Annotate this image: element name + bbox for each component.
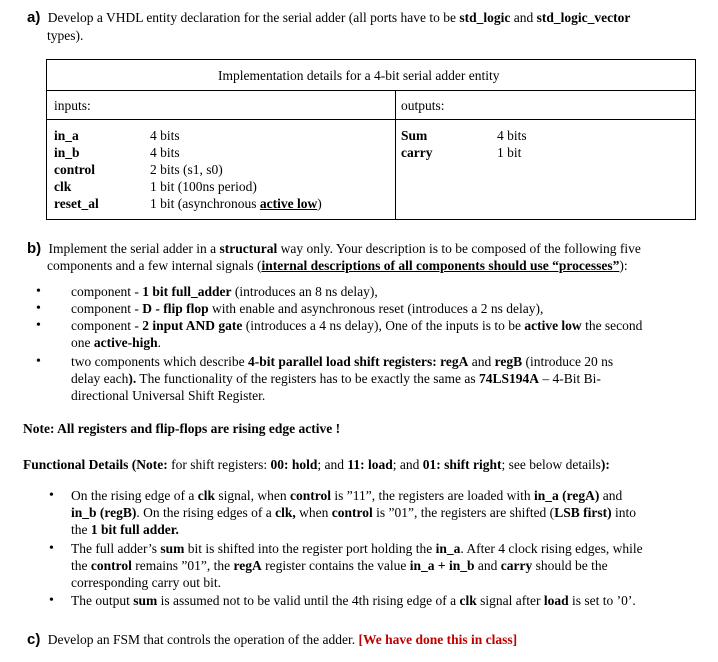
item-text: component - [71, 301, 143, 316]
functional-detail-line [71, 558, 608, 574]
input-desc: 1 bit (100ns period) [150, 179, 257, 194]
detail-text: the [71, 522, 91, 537]
section-a-text-mid: and [510, 10, 537, 25]
item-text: (introduce 20 ns [522, 354, 614, 369]
std-logic-term: std_logic [459, 10, 511, 25]
inputs-header-cell [47, 91, 396, 120]
detail-bold: clk [197, 488, 215, 503]
functional-details-header [23, 457, 610, 473]
section-b-text-pre: Implement the serial adder in a [48, 241, 220, 256]
detail-bold: in_a + in_b [409, 558, 475, 573]
input-name: in_b [54, 145, 80, 160]
section-b-line1 [27, 241, 641, 257]
functional-detail-line [71, 593, 636, 609]
item-bold: 1 bit full_adder [142, 284, 232, 299]
functional-detail-line [71, 522, 179, 538]
detail-text: bit is shifted into the register port holding the [184, 541, 436, 556]
item-text: (introduces an 8 ns delay), [231, 284, 378, 299]
detail-bold: sum [133, 593, 158, 608]
input-desc: 4 bits [150, 145, 180, 160]
detail-bold: clk [459, 593, 477, 608]
table-title-cell [47, 60, 696, 91]
detail-bold: control [331, 505, 373, 520]
functional-text: ; see below details [501, 457, 601, 472]
detail-bold: control [289, 488, 331, 503]
section-c-text: Develop an FSM that controls the operation of the adder. [47, 632, 359, 647]
section-b-line2-pre: components and a few internal signals ( [47, 258, 262, 273]
detail-bold: LSB first) [554, 505, 612, 520]
bullet-dot: • [36, 354, 41, 369]
input-name: in_a [54, 128, 79, 143]
reset-desc-pre: 1 bit (asynchronous [150, 196, 260, 211]
bullet-dot: • [49, 488, 54, 503]
input-name: reset_al [54, 196, 99, 211]
bullet-dot: • [49, 541, 54, 556]
detail-text: is ”01”, the registers are shifted ( [372, 505, 555, 520]
detail-text: is assumed not to be valid until the 4th rising edge of a [157, 593, 460, 608]
output-name: Sum [401, 128, 428, 143]
input-desc: 2 bits (s1, s0) [150, 162, 223, 177]
section-a-line2: types). [47, 28, 84, 43]
detail-text: The full adder’s [71, 541, 161, 556]
detail-text: signal after [476, 593, 544, 608]
functional-detail-line [71, 505, 636, 521]
functional-bold: 00: hold [270, 457, 318, 472]
outputs-cell [396, 120, 696, 220]
detail-text: and [474, 558, 501, 573]
detail-text: into [611, 505, 636, 520]
item-text: – 4-Bit Bi- [539, 371, 601, 386]
item-text: (introduces a 4 ns delay), One of the inputs is to be [242, 318, 525, 333]
detail-text: when [295, 505, 332, 520]
functional-detail-line [71, 488, 622, 504]
detail-text: register contains the value [261, 558, 410, 573]
bullet-dot: • [36, 318, 41, 333]
inputs-cell [47, 120, 396, 220]
item-bold: active-high [93, 335, 158, 350]
item-bold: 74LS194A [479, 371, 540, 386]
component-item [71, 284, 378, 300]
outputs-header-cell [396, 91, 696, 120]
detail-bold: load [543, 593, 569, 608]
detail-bold: in_a [435, 541, 461, 556]
component-item [71, 318, 642, 334]
item-bold: D - flip flop [142, 301, 209, 316]
active-low-term: active low [259, 196, 318, 211]
section-b-line2-post: ): [619, 258, 628, 273]
output-desc: 1 bit [497, 145, 522, 160]
reset-desc-post: ) [317, 196, 322, 211]
input-desc-reset [150, 196, 322, 212]
inputs-header: inputs: [54, 98, 91, 113]
item-text: with enable and asynchronous reset (introduces a 2 ns delay), [208, 301, 544, 316]
detail-bold: carry [500, 558, 533, 573]
component-item [71, 354, 613, 370]
detail-text: The output [71, 593, 134, 608]
bullet-dot: • [49, 593, 54, 608]
item-text: component - [71, 284, 143, 299]
detail-text: should be the [532, 558, 608, 573]
section-a-text-pre: Develop a VHDL entity declaration for the serial adder (all ports have to be [47, 10, 460, 25]
section-c-label: c) [27, 631, 41, 648]
section-b-label: b) [27, 240, 42, 257]
item-bold: active low [524, 318, 582, 333]
functional-detail-line [71, 575, 221, 591]
functional-bold: 11: load [347, 457, 393, 472]
detail-bold: in_a (regA) [534, 488, 600, 503]
bullet-dot: • [36, 301, 41, 316]
detail-bold: regA [233, 558, 262, 573]
implementation-table [46, 59, 696, 220]
detail-text: corresponding carry out bit. [71, 575, 221, 590]
detail-text: . On the rising edges of a [136, 505, 276, 520]
detail-text: and [599, 488, 623, 503]
detail-text: On the rising edge of a [71, 488, 198, 503]
table-title: Implementation details for a 4-bit serial adder entity [218, 68, 500, 83]
done-in-class-note: [We have done this in class] [358, 632, 518, 647]
bullet-dot: • [36, 284, 41, 299]
input-name: control [54, 162, 95, 177]
item-bold: regB [494, 354, 523, 369]
item-text: one [71, 335, 94, 350]
component-item-cont [71, 335, 161, 351]
functional-pre: Functional Details (Note: [23, 457, 172, 472]
note-rising-edge: Note: All registers and flip-flops are rising edge active ! [23, 421, 341, 436]
functional-text: ; and [317, 457, 348, 472]
section-c-line [27, 632, 517, 648]
detail-text: remains ”01”, the [131, 558, 234, 573]
item-bold: 2 input AND gate [142, 318, 243, 333]
detail-bold: control [90, 558, 132, 573]
detail-text: signal, when [214, 488, 290, 503]
section-a-label: a) [27, 9, 41, 26]
detail-bold: sum [160, 541, 185, 556]
detail-bold: in_b (regB) [71, 505, 137, 520]
item-text: . [157, 335, 161, 350]
item-text: the second [581, 318, 643, 333]
component-item [71, 301, 543, 317]
item-text: component - [71, 318, 143, 333]
std-logic-vector-term: std_logic_vector [536, 10, 631, 25]
item-text: delay each [71, 371, 129, 386]
item-text: The functionality of the registers has to be exactly the same as [136, 371, 479, 386]
output-desc: 4 bits [497, 128, 527, 143]
component-item-cont [71, 371, 601, 387]
structural-term: structural [219, 241, 278, 256]
functional-text: for shift registers: [171, 457, 271, 472]
detail-bold: clk, [275, 505, 296, 520]
section-b-text-post: way only. Your description is to be composed of the following five [277, 241, 641, 256]
input-name: clk [54, 179, 72, 194]
detail-text: the [71, 558, 91, 573]
section-a-line1 [27, 10, 630, 26]
functional-detail-line [71, 541, 643, 557]
detail-bold: 1 bit full adder. [90, 522, 179, 537]
processes-requirement: internal descriptions of all components should use “processes” [261, 258, 620, 273]
item-text: and [468, 354, 495, 369]
functional-text: ; and [392, 457, 423, 472]
item-bold: 4-bit parallel load shift registers: regA [247, 354, 469, 369]
output-name: carry [401, 145, 433, 160]
input-desc: 4 bits [150, 128, 180, 143]
detail-text: is set to ’0’. [568, 593, 636, 608]
detail-text: . After 4 clock rising edges, while [460, 541, 643, 556]
detail-text: is ”11”, the registers are loaded with [330, 488, 535, 503]
component-item-cont: directional Universal Shift Register. [71, 388, 266, 403]
functional-post: ): [600, 457, 610, 472]
functional-bold: 01: shift right [422, 457, 502, 472]
item-bold: ). [128, 371, 137, 386]
item-text: two components which describe [71, 354, 248, 369]
outputs-header: outputs: [401, 98, 445, 113]
section-b-line2 [47, 258, 628, 274]
